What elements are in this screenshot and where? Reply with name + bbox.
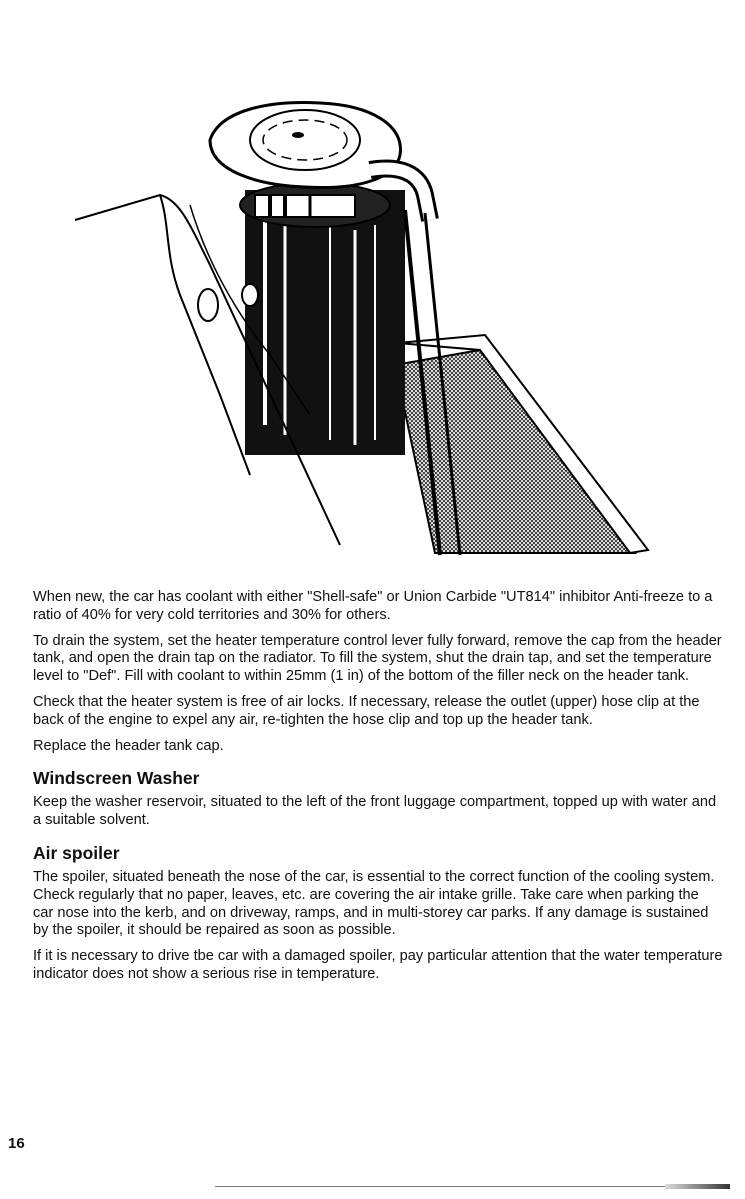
air-spoiler-paragraph-2: If it is necessary to drive tbe car with a damaged spoiler, pay particular attention that the water temperature indicator does not show a serious rise in temperature. — [33, 948, 723, 982]
coolant-paragraph: When new, the car has coolant with either "Shell-safe" or Union Carbide "UT814" inhibitor Anti-freeze to a ratio of 40% for very cold territories and 30% for others. — [33, 589, 713, 623]
air-locks-paragraph: Check that the heater system is free of air locks. If necessary, release the outlet (upper) hose clip at the back of the engine to expel any air, re-tighten the hose clip and top up the header tank. — [33, 693, 700, 728]
drain-fill-paragraph: To drain the system, set the heater temperature control lever fully forward, remove the cap from the header tank, and open the drain tap on the radiator. To fill the system, shut the drain tap, and set the temperature level to "Def". Fill with coolant to within 25mm (1 in) of the bottom of the filler neck on the header tank. — [33, 632, 722, 685]
replace-cap-paragraph: Replace the header tank cap. — [33, 737, 224, 754]
page-number: 16 — [8, 1135, 25, 1152]
windscreen-washer-paragraph: Keep the washer reservoir, situated to the left of the front luggage compartment, topped up with water and a suitable solvent. — [33, 794, 717, 829]
header-tank — [240, 183, 405, 455]
windscreen-washer-heading: Windscreen Washer — [33, 768, 200, 789]
radiator-grille — [395, 335, 648, 553]
air-spoiler-heading: Air spoiler — [33, 842, 120, 863]
bottom-rule — [215, 1186, 730, 1187]
radiator-illustration — [70, 95, 650, 565]
scan-artifact — [665, 1184, 730, 1189]
air-spoiler-paragraph-1: The spoiler, situated beneath the nose of the car, is essential to the correct function of the cooling system. Check regularly that no paper, leaves, etc. are covering the air intake grille. Take care when parking the car nose into the kerb, and on driveway, ramps, and in multi-storey car parks. If any damage is sustained by the spoiler, it should be repaired as soon as possible. — [33, 868, 715, 939]
document-body — [33, 589, 723, 992]
